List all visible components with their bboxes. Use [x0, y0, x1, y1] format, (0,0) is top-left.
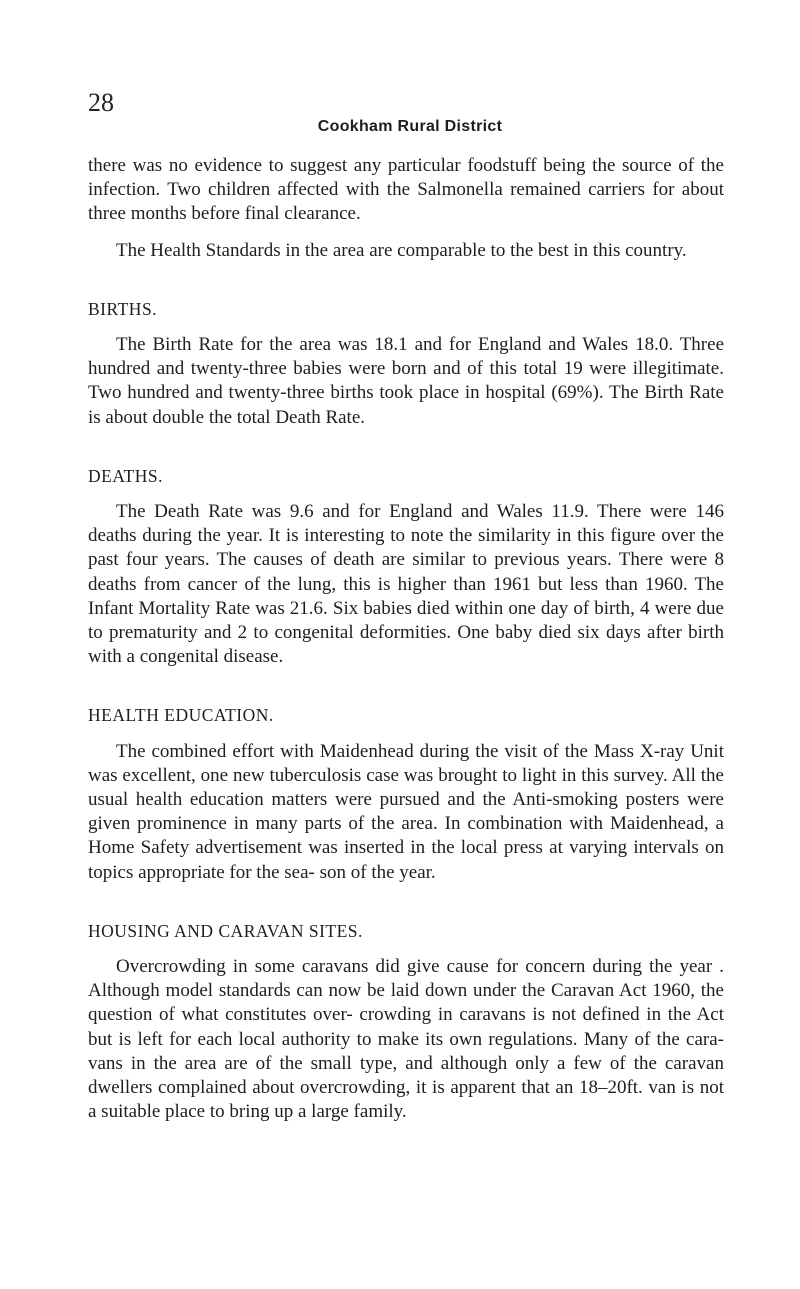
- births-paragraph: The Birth Rate for the area was 18.1 and for England and Wales 18.0. Three hundred and twenty-three babies were born and of this total 19 were illegitimate. Two hundred and twenty-three births took place in hospital (69%). The Birth Rate is about double the total Death Rate.: [88, 334, 724, 428]
- housing-heading: HOUSING AND CARAVAN SITES.: [88, 920, 363, 941]
- births-heading: BIRTHS.: [88, 298, 158, 319]
- body-text: [88, 154, 724, 1125]
- health-education-paragraph: The combined effort with Maidenhead during the visit of the Mass X-ray Unit was excellent, one new tuberculosis case was brought to light in this survey. All the usual health education matters were pursued and the Anti-smoking posters were given prominence in many parts of the area. In combination with Maidenhead, a Home Safety advertisement was inserted in the local press at varying intervals on topics appropriate for the sea- son of the year.: [88, 740, 724, 883]
- intro-paragraph-1: there was no evidence to suggest any particular foodstuff being the source of the infection. Two children affected with the Salmonella remained carriers for about three months before final clearance.: [88, 155, 724, 225]
- housing-paragraph: Overcrowding in some caravans did give cause for concern during the year . Although model standards can now be laid down under the Caravan Act 1960, the question of what constitutes over- crowding in caravans is not defined in the Act but is left for each local authority to make its own regulations. Many of the cara- vans in the area are of the small type, and although only a few of the caravan dwellers complained about overcrowding, it is apparent that an 18–20ft. van is not a suitable place to bring up a large family.: [88, 956, 724, 1123]
- health-education-heading: HEALTH EDUCATION.: [88, 705, 274, 726]
- running-head: Cookham Rural District: [317, 118, 503, 135]
- deaths-heading: DEATHS.: [88, 465, 163, 486]
- deaths-paragraph: The Death Rate was 9.6 and for England and Wales 11.9. There were 146 deaths during the year. It is interesting to note the similarity in this figure over the past four years. The causes of death are similar to previous years. There were 8 deaths from cancer of the lung, this is higher than 1961 but less than 1960. The Infant Mortality Rate was 21.6. Six babies died within one day of birth, 4 were due to prematurity and 2 to congenital deformities. One baby died six days after birth with a congenital disease.: [88, 501, 724, 668]
- intro-paragraph-2: The Health Standards in the area are comparable to the best in this country.: [116, 239, 687, 261]
- page-number: 28: [88, 88, 114, 117]
